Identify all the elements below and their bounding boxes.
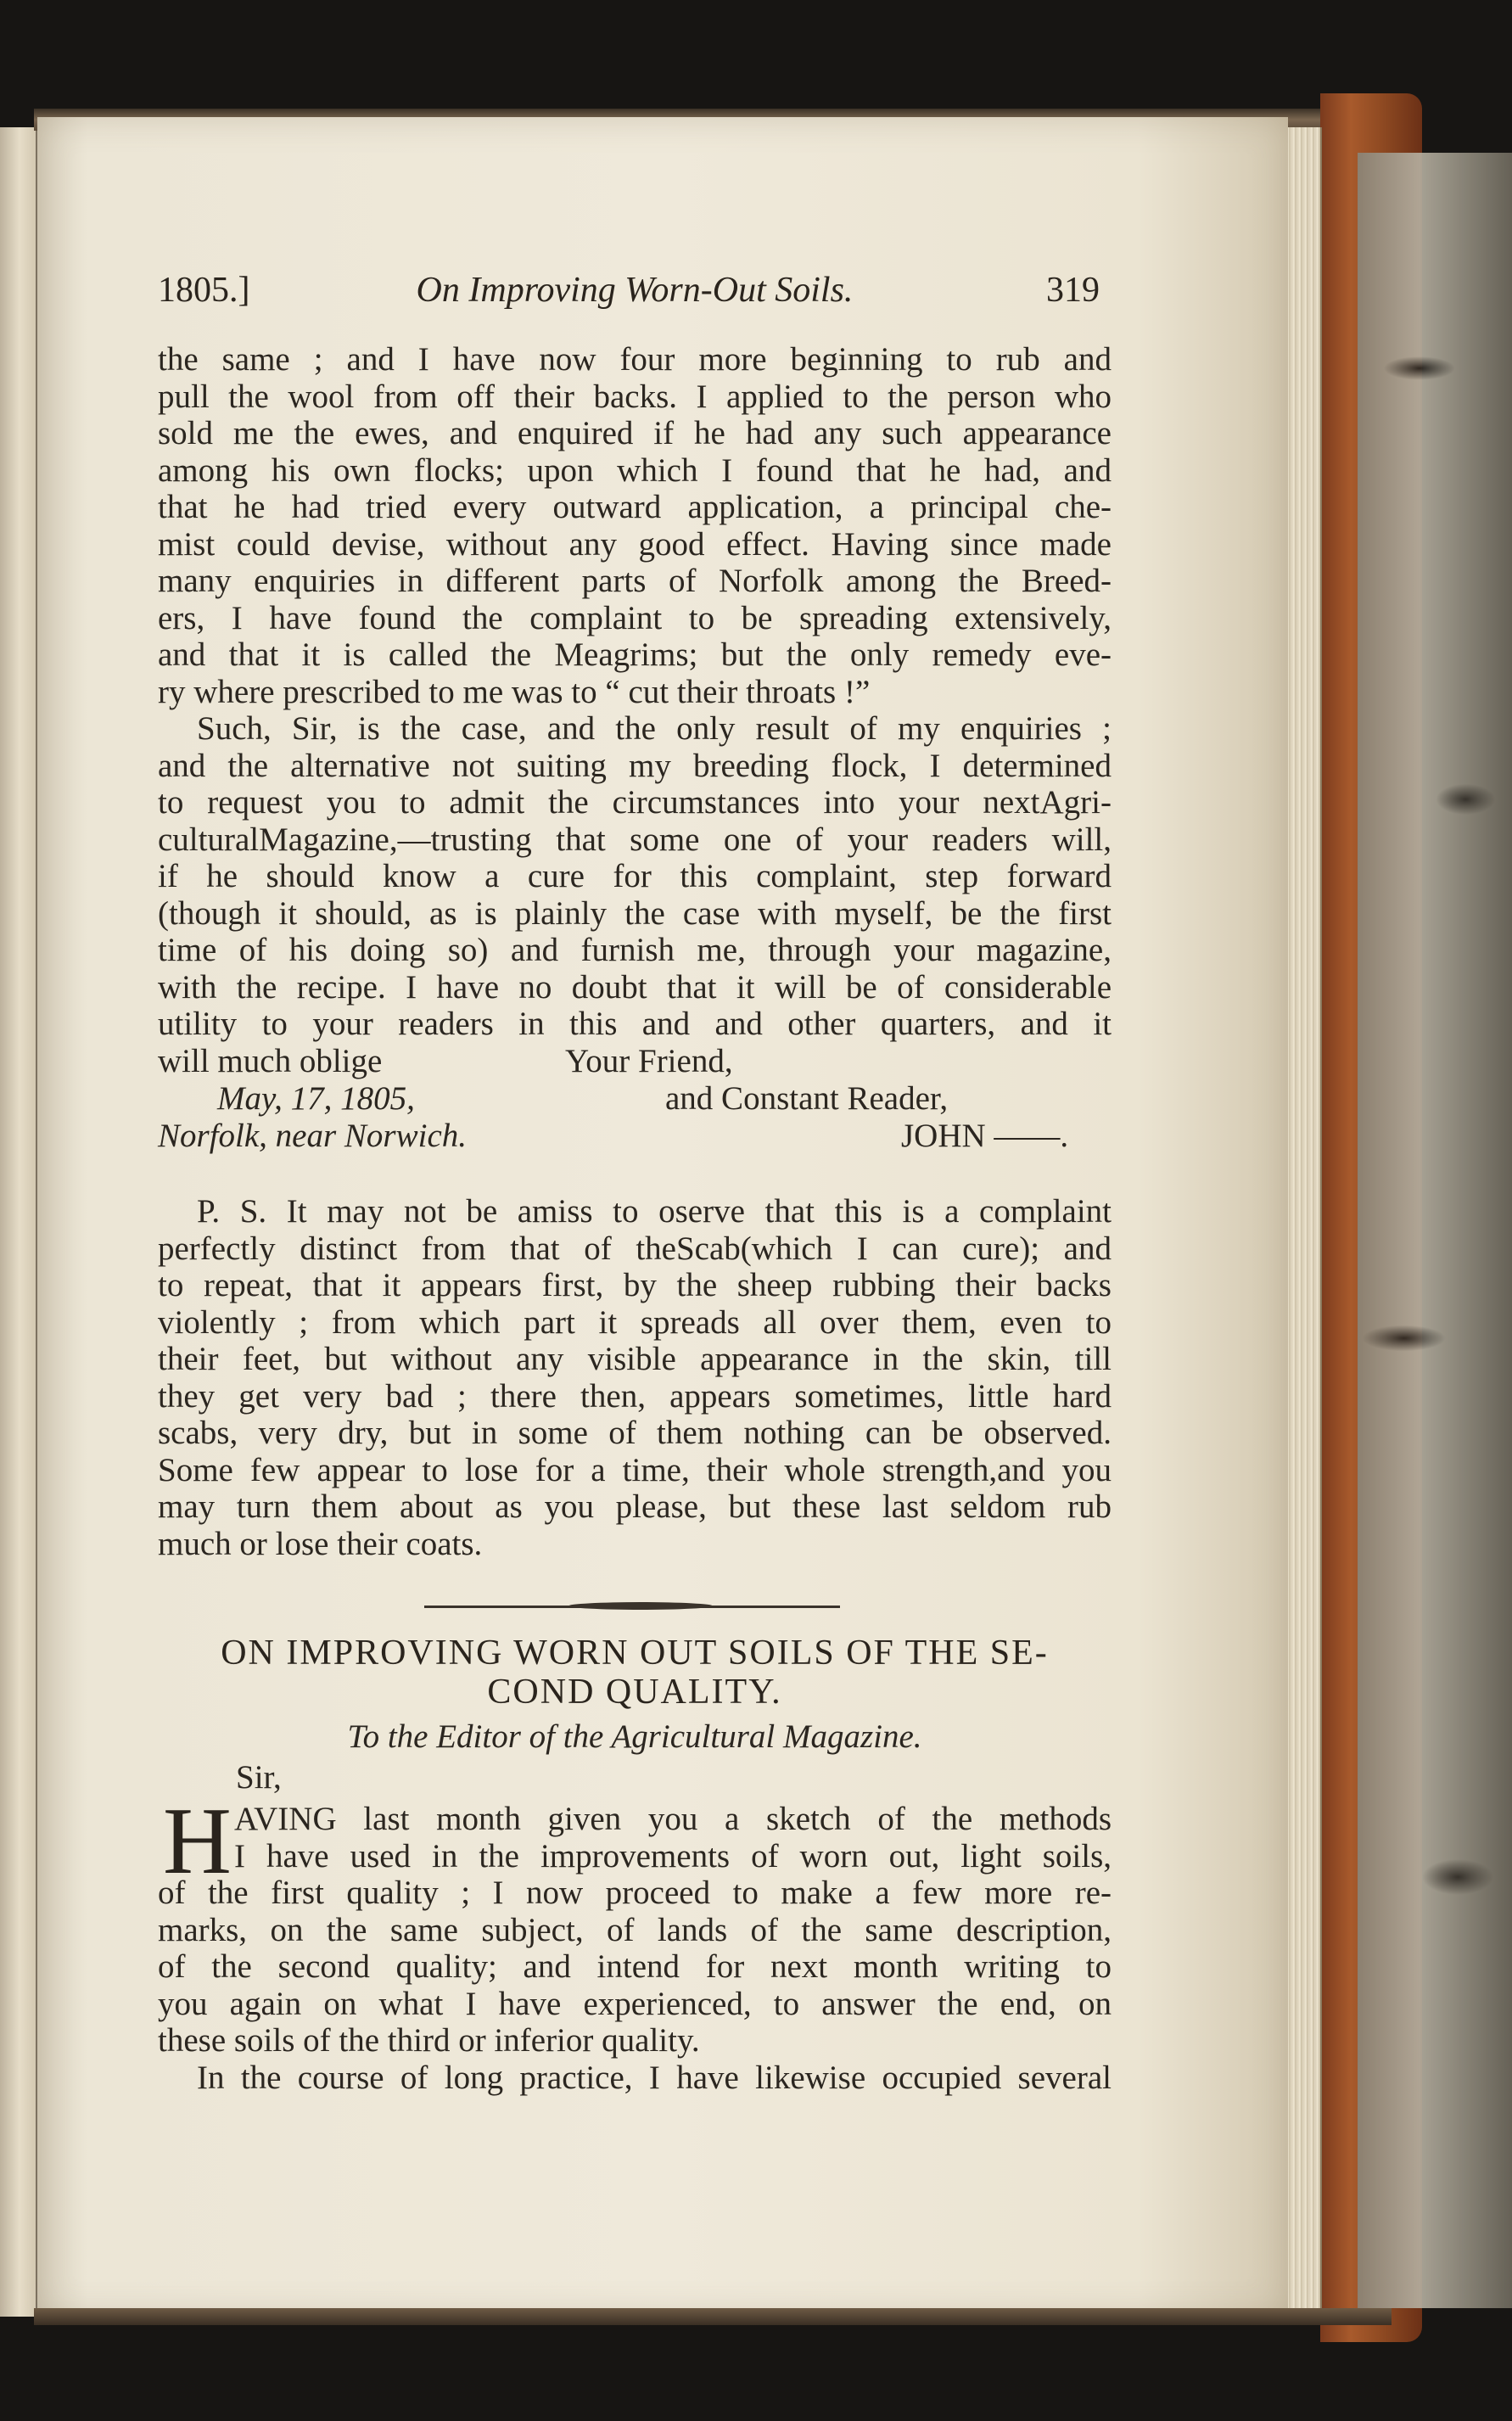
date-right: and Constant Reader, [665, 1080, 949, 1117]
text-line: Some few appear to lose for a time, their whole strength,and you [158, 1451, 1112, 1488]
text-line: marks, on the same subject, of lands of the same description, [158, 1911, 1112, 1948]
text-line: P. S. It may not be amiss to oserve that this is a complaint [197, 1193, 1112, 1230]
text-line: the same ; and I have now four more beginning to rub and [158, 341, 1112, 378]
header-title: On Improving Worn-Out Soils. [416, 271, 854, 310]
text-line: mist could devise, without any good effect. Having since made [158, 525, 1112, 563]
article-title-line-1: ON IMPROVING WORN OUT SOILS OF THE SE- [221, 1634, 1049, 1673]
text-line: and the alternative not suiting my breeding flock, I determined [158, 747, 1112, 784]
letter-paragraph-1 [158, 341, 1112, 710]
marbled-board [1358, 153, 1512, 2308]
text-line: much or lose their coats. [158, 1525, 483, 1562]
text-line: utility to your readers in this and and other quarters, and it [158, 1006, 1112, 1042]
text-line: AVING last month given you a sketch of the methods [234, 1801, 1112, 1837]
letter-signature: JOHN ——. [901, 1118, 1069, 1154]
section-divider-ornament [568, 1602, 713, 1610]
postscript [158, 1193, 1112, 1562]
text-line: scabs, very dry, but in some of them nothing can be observed. [158, 1415, 1112, 1451]
text-line: perfectly distinct from that of theScab(which I can cure); and [158, 1230, 1112, 1267]
text-line: may turn them about as you please, but these last seldom rub [158, 1488, 1112, 1525]
text-line: (though it should, as is plainly the case with myself, be the first [158, 894, 1112, 932]
place-line [158, 1117, 1112, 1154]
text-line: ry where prescribed to me was to “ cut their throats !” [158, 673, 871, 710]
text-line: you again on what I have experienced, to answer the end, on [158, 1985, 1112, 2022]
text-line: these soils of the third or inferior quality. [158, 2022, 700, 2059]
text-line: sold me the ewes, and enquired if he had any such appearance [158, 415, 1112, 451]
header-year: 1805.] [158, 271, 250, 310]
article-title-line-2: COND QUALITY. [487, 1673, 782, 1712]
text-line: many enquiries in different parts of Norfolk among the Breed- [158, 563, 1112, 599]
letter-date: May, 17, 1805, [217, 1080, 415, 1117]
page-number: 319 [1046, 271, 1100, 310]
text-line: and that it is called the Meagrims; but the only remedy eve- [158, 636, 1112, 673]
article-opening-lines [234, 1801, 1112, 1875]
text-line: of the second quality; and intend for next month writing to [158, 1948, 1112, 1985]
text-line: to repeat, that it appears first, by the sheep rubbing their backs [158, 1267, 1112, 1303]
text-line: violently ; from which part it spreads all over them, even to [158, 1303, 1112, 1341]
text-line: In the course of long practice, I have likewise occupied several [197, 2059, 1112, 2096]
salutation: Sir, [236, 1759, 282, 1796]
drop-cap: H [163, 1789, 232, 1894]
text-line: that he had tried every outward application, a principal che- [158, 489, 1112, 525]
book-bottom-edge [34, 2308, 1392, 2325]
closing-line [158, 1042, 1112, 1079]
date-line [158, 1079, 1112, 1117]
text-line: to request you to admit the circumstances into your nextAgri- [158, 784, 1112, 821]
running-head [158, 270, 1112, 321]
letter-paragraph-2 [158, 710, 1112, 1043]
text-line: they get very bad ; there then, appears sometimes, little hard [158, 1377, 1112, 1415]
text-line: if he should know a cure for this complaint, step forward [158, 858, 1112, 894]
text-line: culturalMagazine,—trusting that some one of your readers will, [158, 821, 1112, 858]
text-line: Such, Sir, is the case, and the only result of my enquiries ; [197, 710, 1112, 747]
text-line: with the recipe. I have no doubt that it will be of considerable [158, 968, 1112, 1006]
text-line: time of his doing so) and furnish me, through your magazine, [158, 932, 1112, 968]
article-address: To the Editor of the Agricultural Magazine. [347, 1718, 922, 1755]
text-line: their feet, but without any visible appearance in the skin, till [158, 1341, 1112, 1377]
closing-right: Your Friend, [565, 1043, 733, 1079]
text-line: of the first quality ; I now proceed to make a few more re- [158, 1875, 1112, 1911]
text-line: among his own flocks; upon which I found that he had, and [158, 451, 1112, 489]
text-line: I have used in the improvements of worn out, light soils, [234, 1837, 1112, 1875]
text-line: pull the wool from off their backs. I applied to the person who [158, 378, 1112, 415]
text-line: ers, I have found the complaint to be spreading extensively, [158, 599, 1112, 636]
letter-place: Norfolk, near Norwich. [158, 1118, 468, 1154]
article-body [158, 1875, 1112, 2096]
facing-page-edge [0, 127, 37, 2317]
closing-left: will much oblige [158, 1043, 383, 1079]
